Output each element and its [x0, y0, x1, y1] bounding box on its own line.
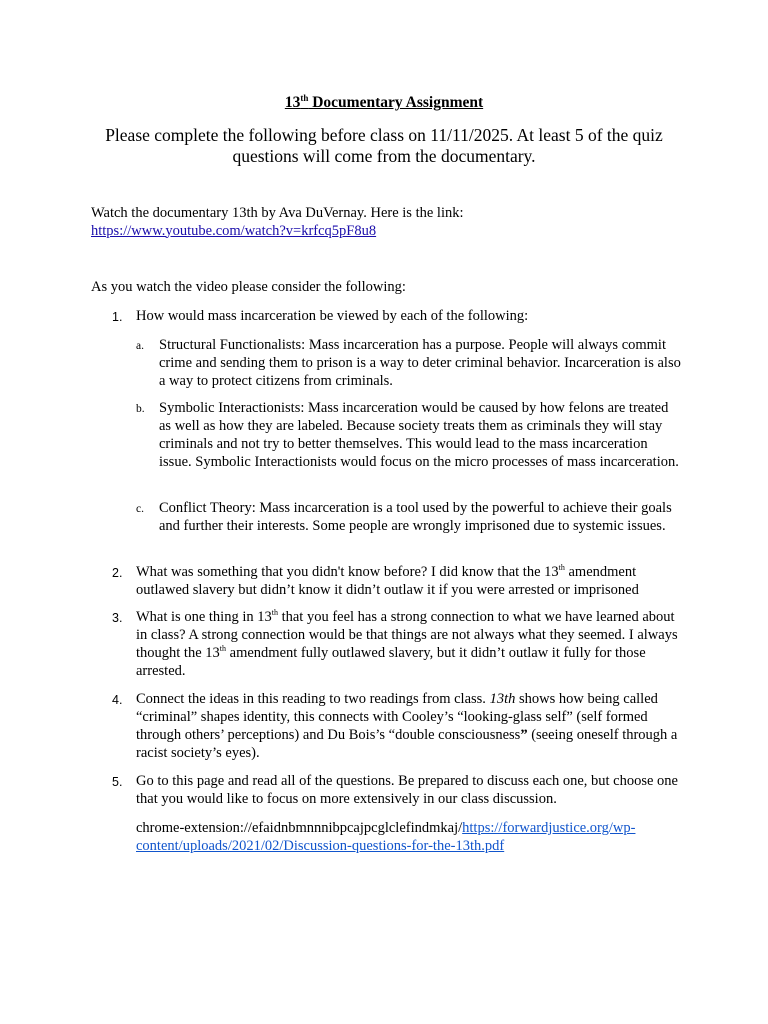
superscript: th	[271, 608, 278, 618]
lead-text: As you watch the video please consider the following:	[91, 279, 406, 295]
title-number: 13	[284, 94, 301, 111]
title-text: Documentary Assignment	[308, 94, 484, 111]
sub-letter: c.	[136, 503, 144, 515]
sub-text: Structural Functionalists: Mass incarceration has a purpose. People will always commit crime and sending them to prison is a way to deter criminal behavior. Incarceration is also a way to protect citizens from criminals.	[159, 337, 681, 389]
sub-item-c	[136, 499, 681, 535]
intro-paragraph	[91, 205, 691, 240]
youtube-link[interactable]: https://www.youtube.com/watch?v=krfcq5pF8u8	[91, 222, 377, 239]
question-text-part: What is one thing in 13	[136, 609, 272, 625]
question-number: 5.	[112, 775, 123, 789]
page-title	[0, 94, 768, 112]
question-number: 4.	[112, 693, 123, 707]
question-text-part: What was something that you didn't know before? I did know that the 13	[136, 564, 559, 580]
question-4	[112, 690, 681, 762]
question-2	[112, 563, 681, 599]
question-text-part: shows how being called “criminal” shapes identity, this connects with Cooley’s “looking-glass self” (self formed through others’ perceptions) and Du Bois’s “double consciousness	[136, 691, 658, 743]
question-5	[112, 772, 681, 808]
italic-title: 13th	[489, 691, 516, 707]
question-number: 2.	[112, 566, 123, 580]
sub-item-b	[136, 399, 681, 471]
discussion-url	[136, 819, 681, 855]
question-number: 3.	[112, 611, 123, 625]
question-text-part: that you feel has a strong connection to what we have learned about in class? A strong connection would be that things are not always what they seemed. I always thought the 13	[136, 609, 678, 661]
url-prefix: chrome-extension://efaidnbmnnnibpcajpcglclefindmkaj/	[136, 820, 463, 836]
question-text-part: amendment outlawed slavery but didn’t know it didn’t outlaw it if you were arrested or imprisoned	[136, 564, 639, 598]
superscript: th	[558, 563, 565, 573]
sub-letter: a.	[136, 340, 144, 352]
question-text-part: Connect the ideas in this reading to two readings from class.	[136, 691, 490, 707]
discussion-questions-link[interactable]: https://forwardjustice.org/wp-content/uploads/2021/02/Discussion-questions-for-the-13th.pdf	[136, 820, 636, 854]
question-text-part: amendment fully outlawed slavery, but it didn’t outlaw it fully for those arrested.	[136, 645, 646, 679]
question-text-part: (seeing oneself through a racist society’s eyes).	[136, 727, 678, 761]
question-number: 1.	[112, 310, 123, 324]
superscript: th	[219, 644, 227, 654]
sub-text: Conflict Theory: Mass incarceration is a tool used by the powerful to achieve their goals and further their interests. Some people are wrongly imprisoned due to systemic issues.	[159, 500, 672, 534]
question-text: Go to this page and read all of the questions. Be prepared to discuss each one, but choose one that you would like to focus on more extensively in our class discussion.	[136, 773, 678, 807]
question-text: How would mass incarceration be viewed by each of the following:	[136, 308, 529, 324]
sub-letter: b.	[136, 403, 145, 415]
page-subtitle: Please complete the following before class on 11/11/2025. At least 5 of the quiz questions will come from the documentary.	[105, 125, 663, 166]
sub-item-a	[136, 336, 681, 390]
title-superscript: th	[300, 92, 309, 103]
question-1	[112, 307, 681, 325]
intro-text: Watch the documentary 13th by Ava DuVernay. Here is the link:	[91, 205, 464, 221]
sub-text: Symbolic Interactionists: Mass incarceration would be caused by how felons are treated as well as how they are labeled. Because society treats them as criminals they will stay criminals and not try to better themselves. This would lead to the mass incarceration issue. Symbolic Interactionists would focus on the micro processes of mass incarceration.	[159, 400, 679, 470]
bold-quote: ”	[520, 727, 528, 743]
question-3	[112, 608, 681, 680]
